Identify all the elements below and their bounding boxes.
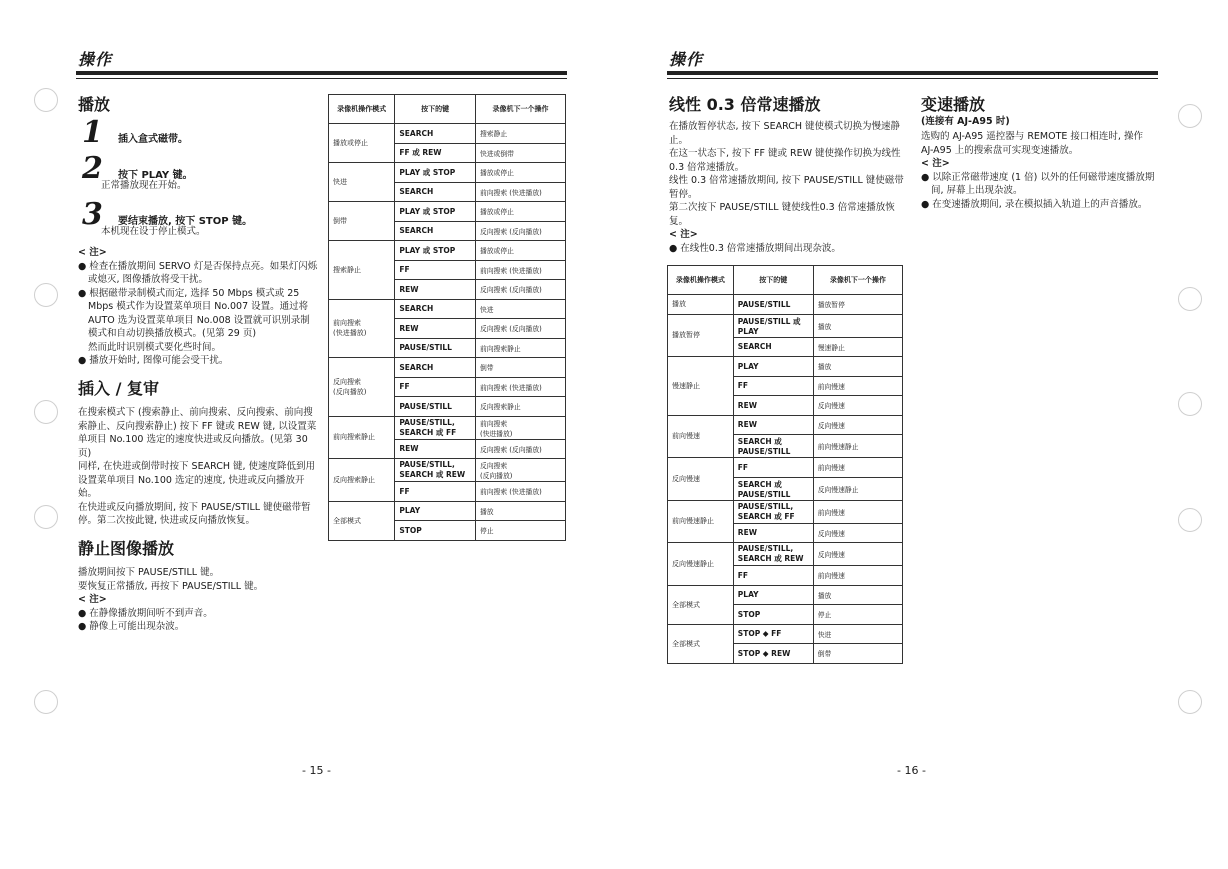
key-cell: FF	[733, 458, 813, 478]
table-row	[329, 416, 566, 439]
step-desc: 正常播放现在开始。	[101, 180, 187, 191]
column-header: 录像机操作模式	[668, 266, 734, 295]
next-operation-cell: 反向搜索 (反向播放)	[475, 459, 565, 482]
next-operation-cell: 停止	[813, 605, 902, 625]
note-item: ● 播放开始时, 图像可能会受干扰。	[78, 355, 229, 366]
next-operation-cell: 前向慢速静止	[813, 435, 902, 458]
table-row	[329, 459, 566, 482]
left-page-header: 操作	[78, 50, 113, 69]
key-cell: SEARCH	[395, 124, 476, 144]
step-number: 3	[82, 197, 103, 232]
table-row	[329, 358, 566, 378]
paragraph: 播放期间按下 PAUSE/STILL 键。	[78, 567, 220, 578]
next-operation-cell: 前向慢速	[813, 458, 902, 478]
binder-hole-mark	[34, 505, 58, 529]
table-row	[668, 458, 903, 478]
key-cell: STOP	[733, 605, 813, 625]
next-operation-cell: 播放暂停	[813, 295, 902, 315]
table-row	[668, 357, 903, 377]
next-operation-cell: 反向搜索静止	[475, 397, 565, 417]
mode-cell: 全部模式	[668, 624, 734, 663]
table-header-row	[329, 95, 566, 124]
page-number: - 15 -	[302, 764, 331, 777]
section-title-variable: 变速播放	[921, 95, 986, 114]
table-row	[668, 314, 903, 337]
step-title: 插入盒式磁带。	[117, 134, 188, 145]
column-header: 录像机下一个操作	[813, 266, 902, 295]
key-cell: PAUSE/STILL, SEARCH 或 REW	[395, 459, 476, 482]
key-cell: REW	[733, 396, 813, 416]
key-cell: REW	[395, 439, 476, 459]
key-cell: FF	[395, 260, 476, 280]
next-operation-cell: 播放或停止	[475, 202, 565, 222]
key-cell: PLAY	[395, 501, 476, 521]
table-header-row	[668, 266, 903, 295]
mode-cell: 倒带	[329, 202, 395, 241]
mode-cell: 慢速静止	[668, 357, 734, 416]
step-number: 1	[82, 115, 103, 150]
mode-cell: 反向慢速静止	[668, 543, 734, 586]
table-row	[668, 624, 903, 644]
key-cell: FF	[733, 376, 813, 396]
next-operation-cell: 反向搜索 (反向播放)	[475, 439, 565, 459]
key-cell: STOP ◆ FF	[733, 624, 813, 644]
note-item: 然而此时识别模式要化些时间。	[88, 341, 222, 353]
left-header-rule-thin	[76, 78, 567, 79]
key-cell: PAUSE/STILL	[395, 397, 476, 417]
next-operation-cell: 快进	[813, 624, 902, 644]
next-operation-cell: 倒带	[813, 644, 902, 664]
column-header: 录像机操作模式	[329, 95, 395, 124]
key-cell: PLAY 或 STOP	[395, 163, 476, 183]
key-cell: STOP ◆ REW	[733, 644, 813, 664]
next-operation-cell: 反向慢速静止	[813, 477, 902, 500]
key-cell: PLAY	[733, 585, 813, 605]
key-cell: SEARCH	[395, 299, 476, 319]
page-number: - 16 -	[897, 764, 926, 777]
note-item: ● 根据磁带录制模式而定, 选择 50 Mbps 模式或 25 Mbps 模式作为设置菜单项目 No.007 设置。通过将 AUTO 选为设置菜单项目 No.008 设置就可识别录制模式和自动切换播放模式。(见第 29 页)	[78, 287, 310, 339]
key-cell: PAUSE/STILL	[395, 338, 476, 358]
paragraph: 在播放暂停状态, 按下 SEARCH 键使模式切换为慢速静止。	[669, 121, 901, 146]
next-operation-cell: 前向搜索 (快进播放)	[475, 482, 565, 502]
step-title: 要结束播放, 按下 STOP 键。	[117, 216, 253, 227]
key-cell: PAUSE/STILL, SEARCH 或 FF	[733, 500, 813, 523]
key-cell: REW	[395, 280, 476, 300]
next-operation-cell: 播放或停止	[475, 241, 565, 261]
next-operation-cell: 播放	[813, 314, 902, 337]
section-title-play: 播放	[78, 95, 111, 114]
next-operation-cell: 反向慢速	[813, 543, 902, 566]
paragraph: 在快进或反向播放期间, 按下 PAUSE/STILL 键使磁带暂停。第二次按此键, 快进或反向播放恢复。	[78, 501, 311, 526]
still-body	[78, 566, 318, 634]
note-item: ● 在线性0.3 倍常速播放期间出现杂波。	[669, 242, 841, 254]
next-operation-cell: 前向慢速	[813, 376, 902, 396]
note-item: ● 检查在播放期间 SERVO 灯是否保持点亮。如果灯闪烁或熄灭, 图像播放将受干扰。	[78, 260, 318, 285]
section-subtitle: (连接有 AJ-A95 时)	[921, 116, 1010, 127]
step-1	[82, 115, 322, 150]
step-number: 2	[82, 151, 103, 186]
next-operation-cell: 播放	[813, 357, 902, 377]
note-item: ● 在变速播放期间, 录在模拟插入轨道上的声音播放。	[921, 198, 1148, 210]
note-label: < 注>	[669, 229, 698, 240]
right-header-rule-thin	[667, 78, 1158, 79]
binder-hole-mark	[1178, 104, 1202, 128]
column-header: 按下的键	[395, 95, 476, 124]
binder-hole-mark	[34, 690, 58, 714]
note-label: < 注>	[78, 247, 107, 258]
key-cell: PAUSE/STILL	[733, 295, 813, 315]
mode-cell: 搜索静止	[329, 241, 395, 300]
binder-hole-mark	[1178, 508, 1202, 532]
table-row	[668, 585, 903, 605]
next-operation-cell: 反向慢速	[813, 396, 902, 416]
key-cell: PAUSE/STILL, SEARCH 或 FF	[395, 416, 476, 439]
paragraph: 在搜索模式下 (搜索静止、前向搜索、反向搜索、前向搜索静止、反向搜索静止) 按下 FF 键或 REW 键, 以设置菜单项目 No.100 选定的速度快进或反向播放。(见第 30 页)	[78, 407, 317, 459]
section-title-still: 静止图像播放	[78, 539, 175, 558]
left-header-rule	[76, 71, 567, 75]
key-cell: PAUSE/STILL 或 PLAY	[733, 314, 813, 337]
note-item: ● 在静像播放期间听不到声音。	[78, 607, 213, 619]
right-page-header: 操作	[669, 50, 704, 69]
next-operation-cell: 前向搜索静止	[475, 338, 565, 358]
key-cell: REW	[395, 319, 476, 339]
mode-cell: 反向慢速	[668, 458, 734, 501]
key-cell: PLAY	[733, 357, 813, 377]
table-row	[329, 501, 566, 521]
section-title-insert: 插入 / 复审	[78, 379, 159, 398]
mode-cell: 播放	[668, 295, 734, 315]
step-title: 按下 PLAY 键。	[117, 170, 193, 181]
table-row	[329, 124, 566, 144]
mode-cell: 反向搜索静止	[329, 459, 395, 502]
column-header: 按下的键	[733, 266, 813, 295]
mode-cell: 前向搜索静止	[329, 416, 395, 459]
next-operation-cell: 前向慢速	[813, 500, 902, 523]
next-operation-cell: 播放	[813, 585, 902, 605]
note-item: ● 以除正常磁带速度 (1 倍) 以外的任何磁带速度播放期间, 屏幕上出现杂波。	[921, 171, 1155, 196]
key-cell: FF	[395, 482, 476, 502]
key-cell: FF 或 REW	[395, 143, 476, 163]
table-row	[668, 500, 903, 523]
right-operation-table	[667, 265, 903, 664]
key-cell: REW	[733, 523, 813, 543]
next-operation-cell: 前向慢速	[813, 566, 902, 586]
table-row	[668, 295, 903, 315]
note-label: < 注>	[78, 594, 107, 605]
variable-body	[921, 130, 1158, 211]
mode-cell: 快进	[329, 163, 395, 202]
key-cell: FF	[395, 377, 476, 397]
note-item: ● 静像上可能出现杂波。	[78, 621, 185, 632]
mode-cell: 全部模式	[329, 501, 395, 540]
mode-cell: 反向搜索 (反向播放)	[329, 358, 395, 417]
section-title-linear: 线性 0.3 倍常速播放	[669, 95, 821, 114]
next-operation-cell: 反向搜索 (反向播放)	[475, 280, 565, 300]
right-header-rule	[667, 71, 1158, 75]
key-cell: PAUSE/STILL, SEARCH 或 REW	[733, 543, 813, 566]
table-row	[329, 299, 566, 319]
next-operation-cell: 倒带	[475, 358, 565, 378]
key-cell: REW	[733, 415, 813, 435]
key-cell: SEARCH	[733, 337, 813, 357]
mode-cell: 播放或停止	[329, 124, 395, 163]
mode-cell: 全部模式	[668, 585, 734, 624]
binder-hole-mark	[34, 283, 58, 307]
binder-hole-mark	[1178, 690, 1202, 714]
key-cell: PLAY 或 STOP	[395, 241, 476, 261]
paragraph: 要恢复正常播放, 再按下 PAUSE/STILL 键。	[78, 580, 264, 592]
key-cell: SEARCH	[395, 358, 476, 378]
paragraph: 选购的 AJ-A95 遥控器与 REMOTE 接口相连时, 操作 AJ-A95 上的搜索盘可实现变速播放。	[921, 131, 1143, 156]
next-operation-cell: 播放	[475, 501, 565, 521]
key-cell: SEARCH 或 PAUSE/STILL	[733, 477, 813, 500]
left-operation-table	[328, 94, 566, 541]
note-label: < 注>	[921, 158, 950, 169]
paragraph: 在这一状态下, 按下 FF 键或 REW 键使操作切换为线性 0.3 倍常速播放。	[669, 148, 901, 173]
binder-hole-mark	[1178, 287, 1202, 311]
binder-hole-mark	[34, 88, 58, 112]
mode-cell: 前向慢速静止	[668, 500, 734, 543]
next-operation-cell: 前向搜索 (快进播放)	[475, 416, 565, 439]
key-cell: SEARCH	[395, 182, 476, 202]
play-notes	[78, 246, 318, 368]
next-operation-cell: 反向搜索 (反向播放)	[475, 221, 565, 241]
key-cell: PLAY 或 STOP	[395, 202, 476, 222]
key-cell: SEARCH 或 PAUSE/STILL	[733, 435, 813, 458]
table-row	[329, 241, 566, 261]
next-operation-cell: 前向搜索 (快进播放)	[475, 182, 565, 202]
table-row	[668, 543, 903, 566]
key-cell: FF	[733, 566, 813, 586]
table-row	[329, 202, 566, 222]
mode-cell: 前向慢速	[668, 415, 734, 458]
next-operation-cell: 慢速静止	[813, 337, 902, 357]
next-operation-cell: 播放或停止	[475, 163, 565, 183]
next-operation-cell: 快进或倒带	[475, 143, 565, 163]
paragraph: 线性 0.3 倍常速播放期间, 按下 PAUSE/STILL 键使磁带暂停。	[669, 175, 904, 200]
next-operation-cell: 前向搜索 (快进播放)	[475, 260, 565, 280]
column-header: 录像机下一个操作	[475, 95, 565, 124]
binder-hole-mark	[34, 400, 58, 424]
next-operation-cell: 停止	[475, 521, 565, 541]
linear-body	[669, 120, 909, 255]
key-cell: SEARCH	[395, 221, 476, 241]
next-operation-cell: 反向慢速	[813, 523, 902, 543]
paragraph: 同样, 在快进或倒带时按下 SEARCH 键, 使速度降低到用设置菜单项目 No.100 选定的速度, 快进或反向播放开始。	[78, 461, 316, 499]
mode-cell: 前向搜索 (快进播放)	[329, 299, 395, 358]
key-cell: STOP	[395, 521, 476, 541]
table-row	[329, 163, 566, 183]
binder-hole-mark	[1178, 392, 1202, 416]
step-desc: 本机现在设于停止模式。	[101, 226, 206, 237]
next-operation-cell: 搜索静止	[475, 124, 565, 144]
next-operation-cell: 快进	[475, 299, 565, 319]
next-operation-cell: 反向搜索 (反向播放)	[475, 319, 565, 339]
next-operation-cell: 反向慢速	[813, 415, 902, 435]
table-row	[668, 415, 903, 435]
next-operation-cell: 前向搜索 (快进播放)	[475, 377, 565, 397]
insert-body	[78, 406, 318, 528]
paragraph: 第二次按下 PAUSE/STILL 键使线性0.3 倍常速播放恢复。	[669, 202, 895, 227]
mode-cell: 播放暂停	[668, 314, 734, 357]
